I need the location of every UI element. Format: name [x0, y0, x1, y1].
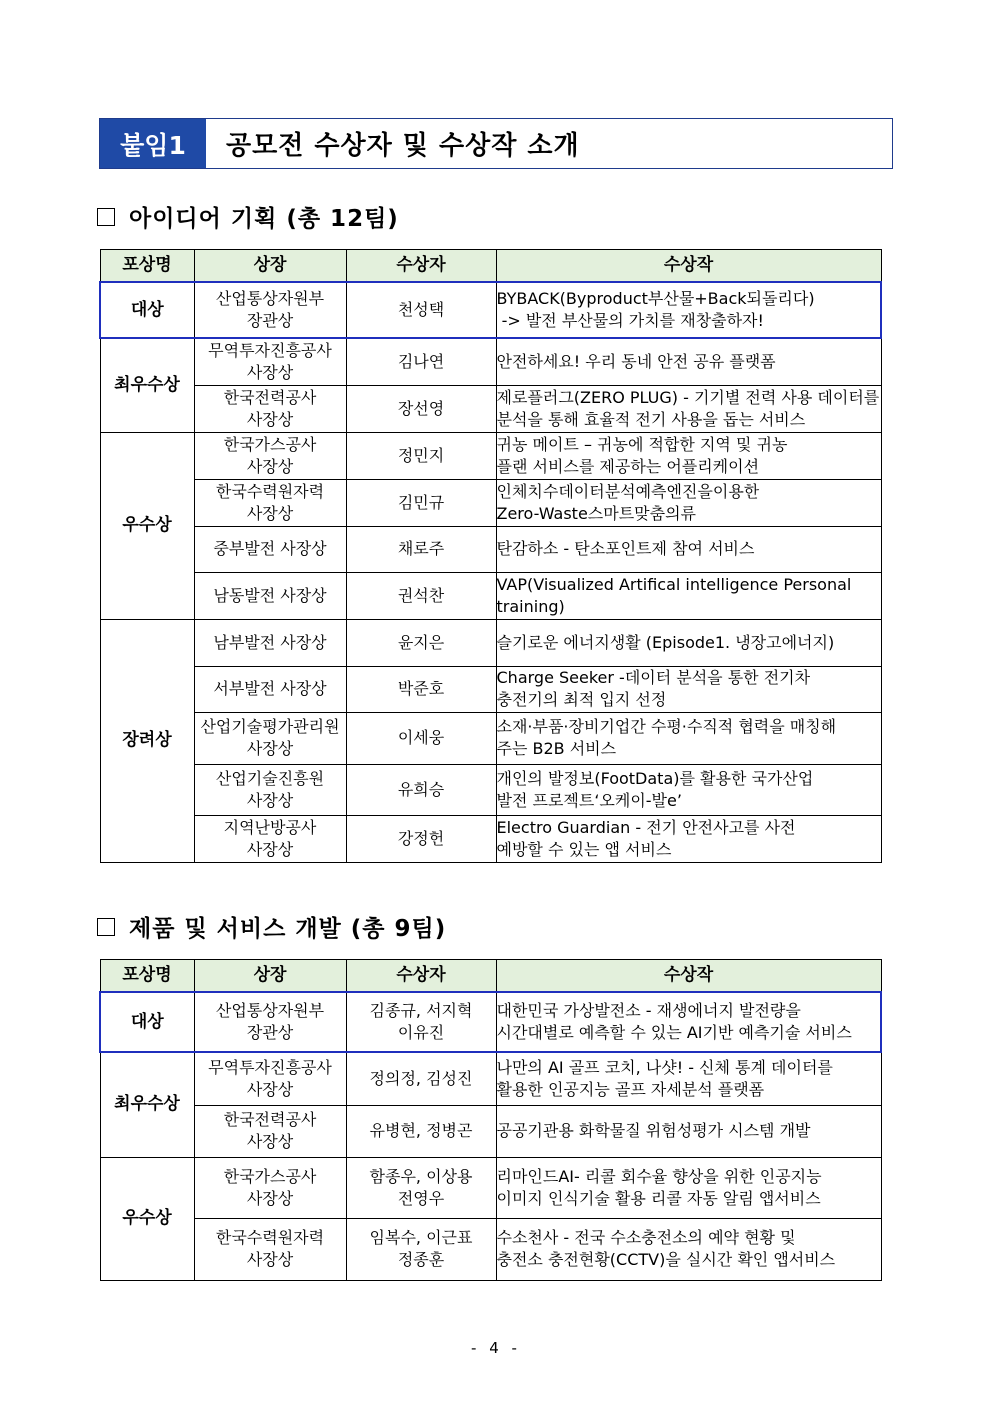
award-name: 한국가스공사 사장상	[194, 1157, 346, 1218]
col-header: 수상작	[496, 250, 881, 283]
work-title: 개인의 발정보(FootData)를 활용한 국가산업 발전 프로젝트‘오케이-발e’	[496, 764, 881, 815]
winner-name: 윤지은	[346, 619, 496, 666]
table-row	[100, 385, 881, 432]
work-title: VAP(Visualized Artifical intelligence Personal training)	[496, 572, 881, 619]
section-heading-ideas	[97, 200, 399, 233]
table-row	[100, 815, 881, 862]
work-title: 수소천사 - 전국 수소충전소의 예약 현황 및 충전소 충전현황(CCTV)을 실시간 확인 앱서비스	[496, 1218, 881, 1280]
award-category: 최우수상	[100, 338, 194, 432]
winner-name: 김종규, 서지혁 이유진	[346, 992, 496, 1052]
winner-name: 임복수, 이근표 정종훈	[346, 1218, 496, 1280]
table-row	[100, 712, 881, 764]
winner-name: 김민규	[346, 479, 496, 526]
work-title: 공공기관용 화학물질 위험성평가 시스템 개발	[496, 1105, 881, 1157]
award-name: 한국수력원자력 사장상	[194, 479, 346, 526]
table-row	[100, 572, 881, 619]
work-title: 소재·부품·장비기업간 수평·수직적 협력을 매칭해 주는 B2B 서비스	[496, 712, 881, 764]
col-header: 수상자	[346, 250, 496, 283]
section-heading-products	[97, 910, 446, 943]
award-name: 무역투자진흥공사 사장상	[194, 1052, 346, 1105]
award-name: 중부발전 사장상	[194, 526, 346, 572]
page-title: 공모전 수상자 및 수상작 소개	[226, 131, 580, 161]
award-name: 산업통상자원부 장관상	[194, 992, 346, 1052]
award-name: 서부발전 사장상	[194, 666, 346, 712]
award-category: 대상	[100, 992, 194, 1052]
winner-name: 박준호	[346, 666, 496, 712]
award-name: 산업기술평가관리원 사장상	[194, 712, 346, 764]
checkbox-icon	[97, 918, 115, 936]
award-name: 산업통상자원부 장관상	[194, 282, 346, 338]
table-row	[100, 1218, 881, 1280]
winner-name: 장선영	[346, 385, 496, 432]
table-row	[100, 479, 881, 526]
work-title: 리마인드AI- 리콜 회수율 향상을 위한 인공지능 이미지 인식기술 활용 리콜 자동 알림 앱서비스	[496, 1157, 881, 1218]
section-heading-text: 제품 및 서비스 개발 (총 9팀)	[129, 916, 447, 942]
col-header: 포상명	[100, 250, 194, 283]
winner-name: 이세웅	[346, 712, 496, 764]
title-box	[99, 118, 893, 169]
award-name: 한국수력원자력 사장상	[194, 1218, 346, 1280]
winner-name: 유병현, 정병곤	[346, 1105, 496, 1157]
col-header: 수상작	[496, 960, 881, 993]
winner-name: 유희승	[346, 764, 496, 815]
work-title: 제로플러그(ZERO PLUG) - 기기별 전력 사용 데이터를 분석을 통해 효율적 전기 사용을 돕는 서비스	[496, 385, 881, 432]
work-title: 대한민국 가상발전소 - 재생에너지 발전량을 시간대별로 예측할 수 있는 AI기반 예측기술 서비스	[496, 992, 881, 1052]
award-name: 남동발전 사장상	[194, 572, 346, 619]
work-title: BYBACK(Byproduct부산물+Back되돌리다) -> 발전 부산물의 가치를 재창출하자!	[496, 282, 881, 338]
award-name: 한국전력공사 사장상	[194, 385, 346, 432]
winner-name: 함종우, 이상용 전영우	[346, 1157, 496, 1218]
table-row	[100, 666, 881, 712]
winner-name: 정민지	[346, 432, 496, 479]
award-category: 우수상	[100, 1157, 194, 1280]
award-name: 지역난방공사 사장상	[194, 815, 346, 862]
col-header: 수상자	[346, 960, 496, 993]
work-title: Electro Guardian - 전기 안전사고를 사전 예방할 수 있는 앱 서비스	[496, 815, 881, 862]
awards-table-products	[99, 959, 882, 1281]
table-row	[100, 1052, 881, 1105]
award-name: 한국가스공사 사장상	[194, 432, 346, 479]
awards-table-ideas	[99, 249, 882, 863]
table-row	[100, 619, 881, 666]
winner-name: 채로주	[346, 526, 496, 572]
winner-name: 강정헌	[346, 815, 496, 862]
award-category: 우수상	[100, 432, 194, 619]
award-name: 한국전력공사 사장상	[194, 1105, 346, 1157]
award-category: 장려상	[100, 619, 194, 862]
attachment-tag: 붙임1	[100, 119, 206, 168]
award-name: 남부발전 사장상	[194, 619, 346, 666]
col-header: 포상명	[100, 960, 194, 993]
checkbox-icon	[97, 208, 115, 226]
work-title: Charge Seeker -데이터 분석을 통한 전기차 충전기의 최적 입지 선정	[496, 666, 881, 712]
table-header-row	[100, 250, 881, 283]
table-row	[100, 992, 881, 1052]
section-heading-text: 아이디어 기획 (총 12팀)	[129, 206, 399, 232]
table-row	[100, 526, 881, 572]
work-title: 귀농 메이트 – 귀농에 적합한 지역 및 귀농 플랜 서비스를 제공하는 어플리케이션	[496, 432, 881, 479]
work-title: 안전하세요! 우리 동네 안전 공유 플랫폼	[496, 338, 881, 385]
award-category: 대상	[100, 282, 194, 338]
winner-name: 정의정, 김성진	[346, 1052, 496, 1105]
winner-name: 권석찬	[346, 572, 496, 619]
work-title: 슬기로운 에너지생활 (Episode1. 냉장고에너지)	[496, 619, 881, 666]
award-name: 무역투자진흥공사 사장상	[194, 338, 346, 385]
col-header: 상장	[194, 960, 346, 993]
table-row	[100, 432, 881, 479]
table-header-row	[100, 960, 881, 993]
work-title: 인체치수데이터분석예측엔진을이용한 Zero-Waste스마트맞춤의류	[496, 479, 881, 526]
col-header: 상장	[194, 250, 346, 283]
table-row	[100, 764, 881, 815]
table-row	[100, 1105, 881, 1157]
page-number: - 4 -	[471, 1339, 521, 1357]
award-name: 산업기술진흥원 사장상	[194, 764, 346, 815]
table-row	[100, 338, 881, 385]
work-title: 나만의 AI 골프 코치, 나샷! - 신체 통계 데이터를 활용한 인공지능 골프 자세분석 플랫폼	[496, 1052, 881, 1105]
work-title: 탄감하소 - 탄소포인트제 참여 서비스	[496, 526, 881, 572]
winner-name: 천성택	[346, 282, 496, 338]
winner-name: 김나연	[346, 338, 496, 385]
table-row	[100, 1157, 881, 1218]
award-category: 최우수상	[100, 1052, 194, 1157]
table-row	[100, 282, 881, 338]
